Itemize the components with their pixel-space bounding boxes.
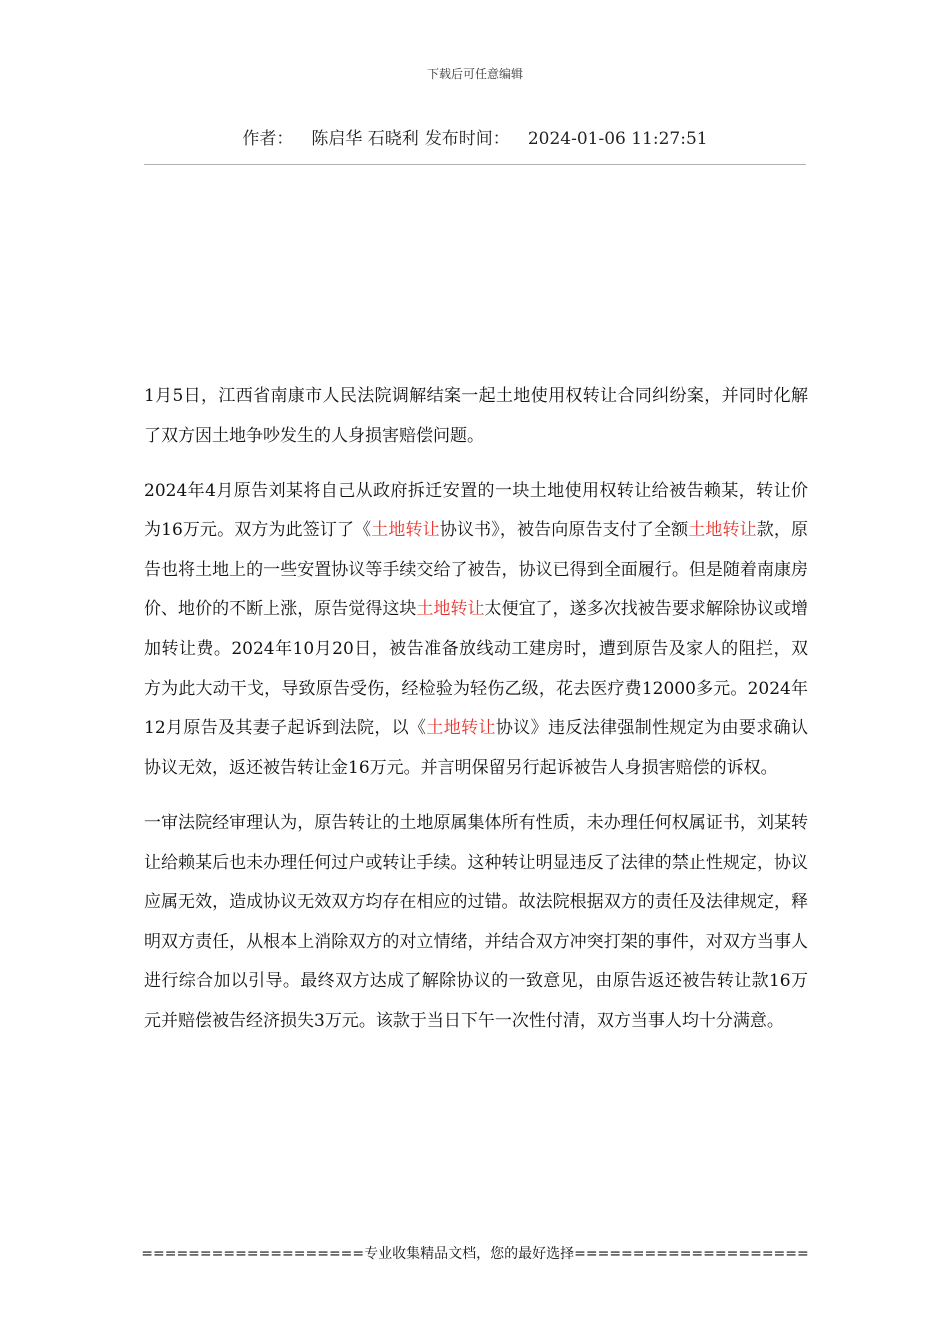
paragraph-2 <box>144 472 808 789</box>
paragraph-1: 1月5日，江西省南康市人民法院调解结案一起土地使用权转让合同纠纷案，并同时化解了双方因土地争吵发生的人身损害赔偿问题。 <box>144 386 808 446</box>
publish-time: 2024-01-06 11:27:51 <box>527 129 708 149</box>
paragraph-2-text: 协议》违反法律强制性规定为由要求确认协议无效，返还被告转让金16万元。并言明保留另行起诉被告人身损害赔偿的诉权。 <box>144 718 809 778</box>
keyword-link-land-transfer[interactable]: 土地转让 <box>371 520 440 541</box>
paragraph-2-text: 协议书》，被告向原告支付了全额 <box>439 520 689 541</box>
article-body <box>144 377 808 1057</box>
paragraph-2-text: 太便宜了，遂多次找被告要求解除协议或增加转让费。2024年10月20日，被告准备放线动工建房时，遭到原告及家人的阻拦，双方为此大动干戈，导致原告受伤，经检验为轻伤乙级，花去医疗费12000多元。2024年12月原告及其妻子起诉到法院，以《 <box>144 599 809 739</box>
footer-banner: ===================专业收集精品文档，您的最好选择==================== <box>141 1246 809 1262</box>
paragraph-3: 一审法院经审理认为，原告转让的土地原属集体所有性质，未办理任何权属证书，刘某转让给赖某后也未办理任何过户或转让手续。这种转让明显违反了法律的禁止性规定，协议应属无效，造成协议无效双方均存在相应的过错。故法院根据双方的责任及法律规定，释明双方责任，从根本上消除双方的对立情绪，并结合双方冲突打架的事件，对双方当事人进行综合加以引导。最终双方达成了解除协议的一致意见，由原告返还被告转让款16万元并赔偿被告经济损失3万元。该款于当日下午一次性付清，双方当事人均十分满意。 <box>144 812 808 1031</box>
keyword-link-land-transfer[interactable]: 土地转让 <box>688 520 757 541</box>
keyword-link-land-transfer[interactable]: 土地转让 <box>426 718 496 739</box>
header-note: 下载后可任意编辑 <box>426 67 523 81</box>
paragraph-2-text: 2024年4月原告刘某将自己从政府拆迁安置的一块土地使用权转让给被告赖某，转让价为16万元。双方为此签订了《 <box>144 480 808 541</box>
article-meta <box>0 124 950 149</box>
author-names: 陈启华 石晓利 <box>311 129 419 149</box>
header-divider <box>144 164 806 165</box>
keyword-link-land-transfer[interactable]: 土地转让 <box>416 599 485 620</box>
publish-label: 发布时间： <box>424 129 510 149</box>
author-label: 作者： <box>242 129 294 149</box>
paragraph-2-text: 款，原告也将土地上的一些安置协议等手续交给了被告，协议已得到全面履行。但是随着南康房价、地价的不断上涨，原告觉得这块 <box>144 520 809 620</box>
